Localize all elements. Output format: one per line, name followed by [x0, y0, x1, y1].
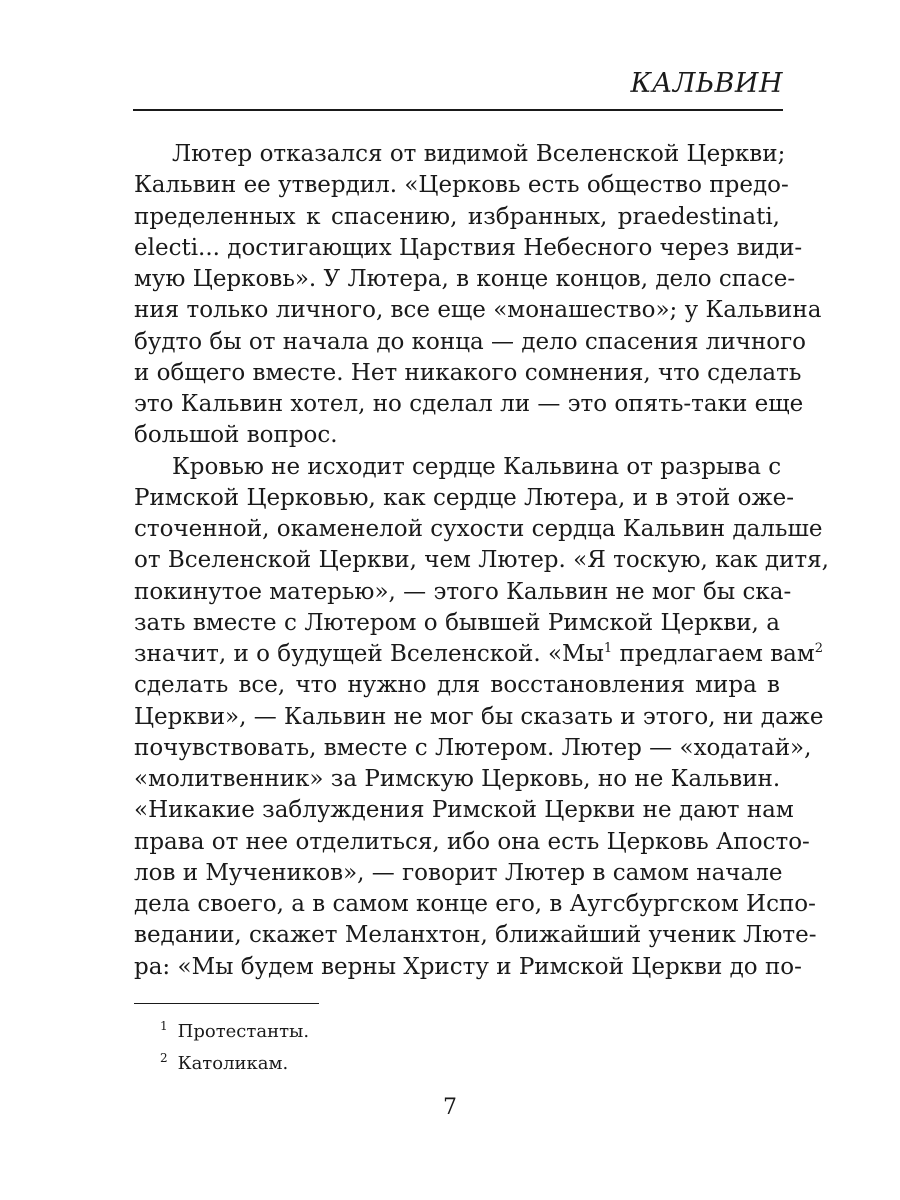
- text-line: ра: «Мы будем верны Христу и Римской Церкви до по-: [134, 953, 802, 980]
- text-line: будто бы от начала до конца — дело спасения личного: [134, 328, 807, 355]
- text-line: пределенных к спасению, избранных, praedestinati,: [134, 203, 780, 230]
- text-line: Кровью не исходит сердце Кальвина от разрыва с: [172, 453, 782, 480]
- footnote-text: Католикам.: [177, 1053, 289, 1074]
- footnote-marker: 1: [160, 1019, 168, 1033]
- text-line: «молитвенник» за Римскую Церковь, но не Кальвин.: [134, 766, 781, 792]
- text-line: зать вместе с Лютером о бывшей Римской Церкви, а: [134, 609, 780, 636]
- text-line: ния только личного, все еще «монашество»; у Кальвина: [134, 297, 822, 324]
- text-line: ведании, скажет Меланхтон, ближайший ученик Люте-: [134, 922, 817, 949]
- footnote-ref-1: 1: [603, 641, 613, 656]
- text-line: права от нее отделиться, ибо она есть Церковь Апосто-: [134, 828, 810, 855]
- text-line: Церкви», — Кальвин не мог бы сказать и этого, ни даже: [134, 703, 824, 730]
- text-line: от Вселенской Церкви, чем Лютер. «Я тоскую, как дитя,: [134, 547, 829, 574]
- text-line: «Никакие заблуждения Римской Церкви не дают нам: [134, 797, 794, 824]
- text-line: почувствовать, вместе с Лютером. Лютер — «ходатай»,: [134, 734, 812, 761]
- text-line: Лютер отказался от видимой Вселенской Церкви;: [172, 141, 786, 167]
- page-number: 7: [443, 1095, 457, 1120]
- text-segment: значит, и о будущей Вселенской. «Мы: [134, 641, 604, 667]
- text-line-with-footnote-refs: [134, 639, 824, 670]
- text-line: сделать все, что нужно для восстановления мира в: [134, 672, 780, 699]
- text-line: мую Церковь». У Лютера, в конце концов, дело спасе-: [134, 266, 796, 292]
- footnote-marker: 2: [160, 1051, 168, 1065]
- footnote-ref-2: 2: [814, 641, 824, 656]
- text-line: Кальвин ее утвердил. «Церковь есть общество предо-: [134, 172, 789, 199]
- text-line: покинутое матерью», — этого Кальвин не мог бы ска-: [134, 578, 792, 605]
- footnote-text: Протестанты.: [177, 1021, 310, 1042]
- running-title: КАЛЬВИН: [630, 68, 783, 99]
- text-line: большой вопрос.: [134, 422, 338, 449]
- footnote-rule: [134, 1003, 319, 1004]
- text-line: лов и Мучеников», — говорит Лютер в самом начале: [134, 859, 783, 886]
- main-text: [134, 139, 829, 983]
- text-line: Римской Церковью, как сердце Лютера, и в этой оже-: [134, 484, 795, 511]
- text-line: electi... достигающих Царствия Небесного через види-: [134, 234, 803, 261]
- header-rule: [133, 109, 783, 111]
- text-segment: предлагаем вам: [612, 641, 815, 667]
- text-line: сточенной, окаменелой сухости сердца Кальвин дальше: [134, 516, 823, 542]
- text-line: и общего вместе. Нет никакого сомнения, что сделать: [134, 359, 802, 386]
- text-line: это Кальвин хотел, но сделал ли — это опять-таки еще: [134, 391, 804, 417]
- footnote-1: [160, 1010, 760, 1042]
- text-line: дела своего, а в самом конце его, в Аугсбургском Испо-: [134, 891, 816, 917]
- footnotes: [160, 1010, 760, 1074]
- footnote-2: [160, 1042, 760, 1074]
